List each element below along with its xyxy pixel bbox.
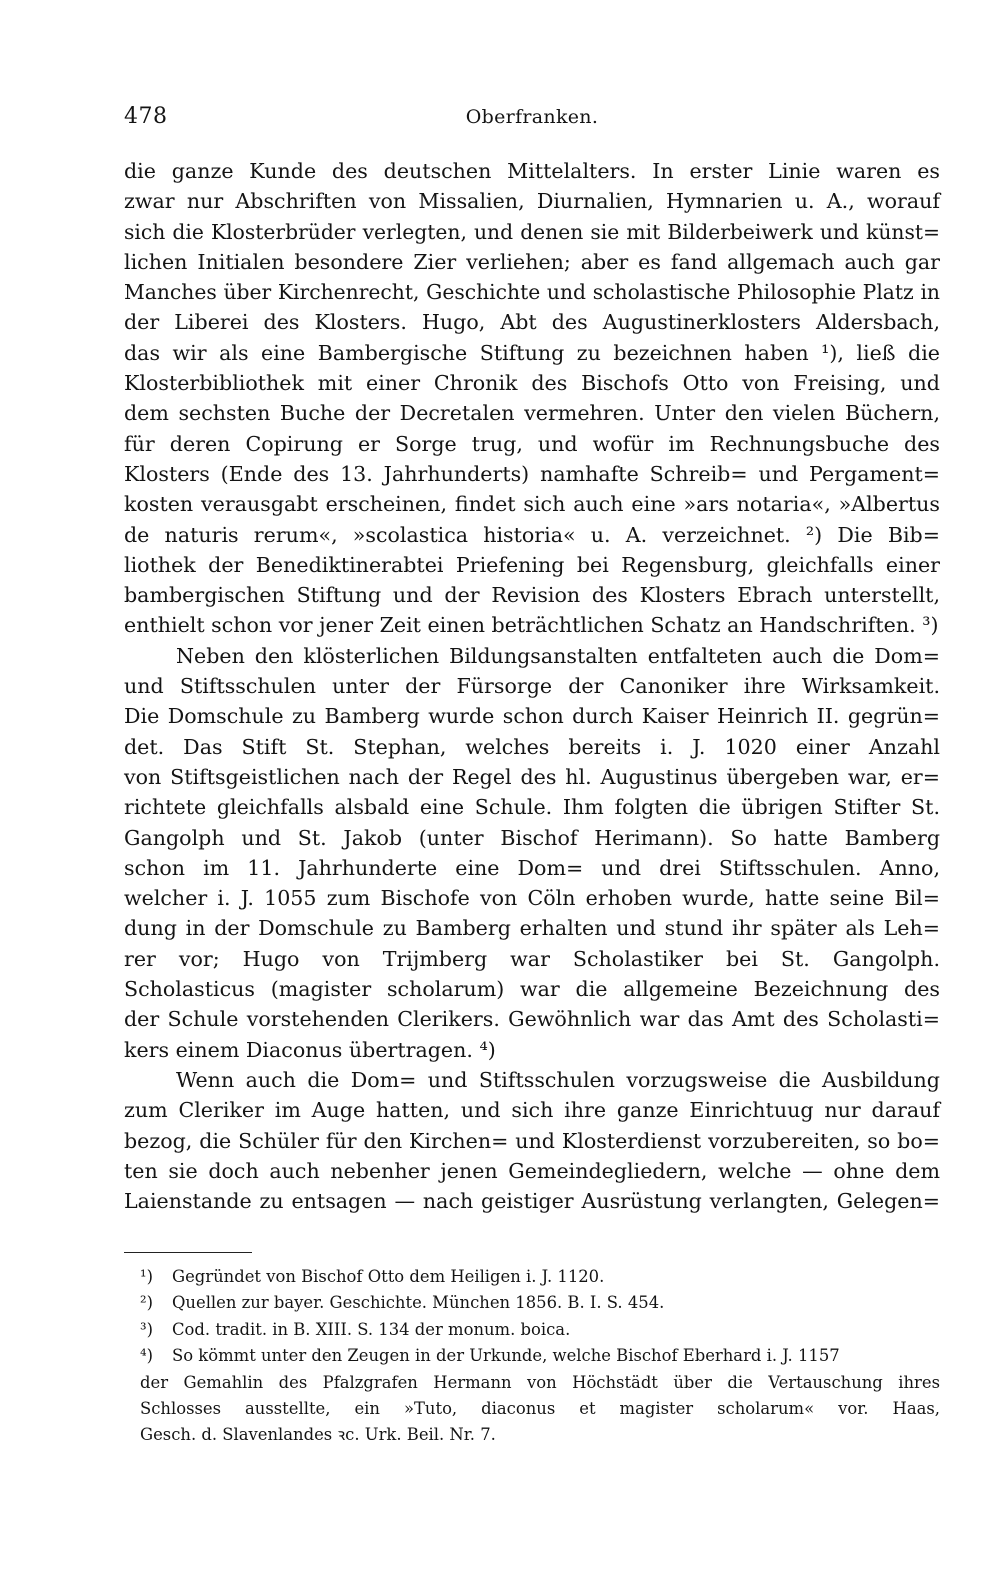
footnote-marker: ³): [140, 1319, 153, 1339]
text-line: der Schule vorstehenden Clerikers. Gewöhnlich war das Amt des Scholasti=: [124, 1007, 940, 1032]
text-line: rer vor; Hugo von Trijmberg war Scholastiker bei St. Gangolph.: [124, 946, 940, 971]
footnote-divider: [124, 1252, 252, 1253]
text-line: kers einem Diaconus übertragen. ⁴): [124, 1037, 496, 1062]
text-line: richtete gleichfalls alsbald eine Schule. Ihm folgten die übrigen Stifter St.: [124, 795, 940, 820]
footnote-text: Quellen zur bayer. Geschichte. München 1856. B. I. S. 454.: [172, 1293, 665, 1313]
text-line: welcher i. J. 1055 zum Bischofe von Cöln erhoben wurde, hatte seine Bil=: [124, 886, 940, 911]
page-header: [124, 104, 940, 140]
text-line: die ganze Kunde des deutschen Mittelalters. In erster Linie waren es: [124, 159, 940, 183]
footnote-marker: ²): [140, 1293, 153, 1313]
footnote-1: [140, 1264, 940, 1290]
text-line: sich die Klosterbrüder verlegten, und denen sie mit Bilderbeiwerk und künst=: [124, 219, 940, 244]
text-line: det. Das Stift St. Stephan, welches bereits i. J. 1020 einer Anzahl: [124, 734, 940, 759]
text-line: dem sechsten Buche der Decretalen vermehren. Unter den vielen Büchern,: [124, 401, 940, 426]
footnote-text-line: der Gemahlin des Pfalzgrafen Hermann von Höchstädt über die Vertauschung ihres: [140, 1372, 940, 1392]
text-line: für deren Copirung er Sorge trug, und wofür im Rechnungsbuche des: [124, 431, 940, 456]
text-line: von Stiftsgeistlichen nach der Regel des hl. Augustinus übergeben war, er=: [124, 764, 940, 789]
text-line: Wenn auch die Dom= und Stiftsschulen vorzugsweise die Ausbildung: [176, 1067, 940, 1092]
footnote-marker: ¹): [140, 1267, 153, 1286]
running-head: Oberfranken.: [465, 106, 599, 128]
text-line: Laienstande zu entsagen — nach geistiger Ausrüstung verlangten, Gelegen=: [124, 1189, 940, 1214]
text-line: kosten verausgabt erscheinen, findet sich auch eine »ars notaria«, »Albertus: [124, 492, 940, 517]
footnote-text-line: Schlosses ausstellte, ein »Tuto, diaconus et magister scholarum« vor. Haas,: [140, 1398, 940, 1418]
text-line: der Liberei des Klosters. Hugo, Abt des Augustinerklosters Aldersbach,: [124, 310, 940, 335]
text-line: Manches über Kirchenrecht, Geschichte und scholastische Philosophie Platz in: [124, 280, 940, 305]
footnote-4: [140, 1343, 940, 1369]
text-line: Die Domschule zu Bamberg wurde schon durch Kaiser Heinrich II. gegrün=: [124, 704, 940, 729]
footnote-text: Gegründet von Bischof Otto dem Heiligen i. J. 1120.: [172, 1267, 605, 1286]
text-line: lichen Initialen besondere Zier verliehen; aber es fand allgemach auch gar: [124, 249, 940, 274]
text-line: ten sie doch auch nebenher jenen Gemeindegliedern, welche — ohne dem: [124, 1158, 940, 1183]
text-line: zum Cleriker im Auge hatten, und sich ihre ganze Einrichtuug nur darauf: [124, 1098, 940, 1123]
text-line: dung in der Domschule zu Bamberg erhalten und stund ihr später als Leh=: [124, 916, 940, 941]
text-line: enthielt schon vor jener Zeit einen beträchtlichen Schatz an Handschriften. ³): [124, 613, 939, 638]
text-line: bezog, die Schüler für den Kirchen= und Klosterdienst vorzubereiten, so bo=: [124, 1128, 940, 1153]
footnote-text: Cod. tradit. in B. XIII. S. 134 der monum. boica.: [172, 1319, 571, 1339]
text-line: de naturis rerum«, »scolastica historia« u. A. verzeichnet. ²) Die Bib=: [124, 522, 940, 547]
text-line: Klosterbibliothek mit einer Chronik des Bischofs Otto von Freising, und: [124, 371, 940, 396]
text-line: bambergischen Stiftung und der Revision des Klosters Ebrach unterstellt,: [124, 583, 940, 608]
text-line: das wir als eine Bambergische Stiftung zu bezeichnen haben ¹), ließ die: [124, 340, 940, 365]
text-line: Scholasticus (magister scholarum) war die allgemeine Bezeichnung des: [124, 977, 940, 1002]
text-line: Klosters (Ende des 13. Jahrhunderts) namhafte Schreib= und Pergament=: [124, 461, 940, 486]
footnote-3: [140, 1317, 940, 1343]
footnote-2: [140, 1290, 940, 1316]
main-text: [124, 156, 940, 1216]
footnotes: [140, 1264, 940, 1449]
text-line: schon im 11. Jahrhunderte eine Dom= und drei Stiftsschulen. Anno,: [124, 855, 940, 880]
footnote-marker: ⁴): [140, 1346, 153, 1366]
text-line: Neben den klösterlichen Bildungsanstalten entfalteten auch die Dom=: [176, 643, 940, 668]
footnote-text: So kömmt unter den Zeugen in der Urkunde, welche Bischof Eberhard i. J. 1157: [172, 1346, 840, 1366]
text-line: liothek der Benediktinerabtei Priefening bei Regensburg, gleichfalls einer: [124, 552, 940, 577]
page-number: 478: [124, 104, 168, 129]
text-line: und Stiftsschulen unter der Fürsorge der Canoniker ihre Wirksamkeit.: [124, 674, 940, 699]
text-line: zwar nur Abschriften von Missalien, Diurnalien, Hymnarien u. A., worauf: [124, 189, 940, 214]
text-line: Gangolph und St. Jakob (unter Bischof Herimann). So hatte Bamberg: [124, 825, 940, 850]
footnote-text-line: Gesch. d. Slavenlandes ꝛc. Urk. Beil. Nr. 7.: [140, 1425, 496, 1445]
